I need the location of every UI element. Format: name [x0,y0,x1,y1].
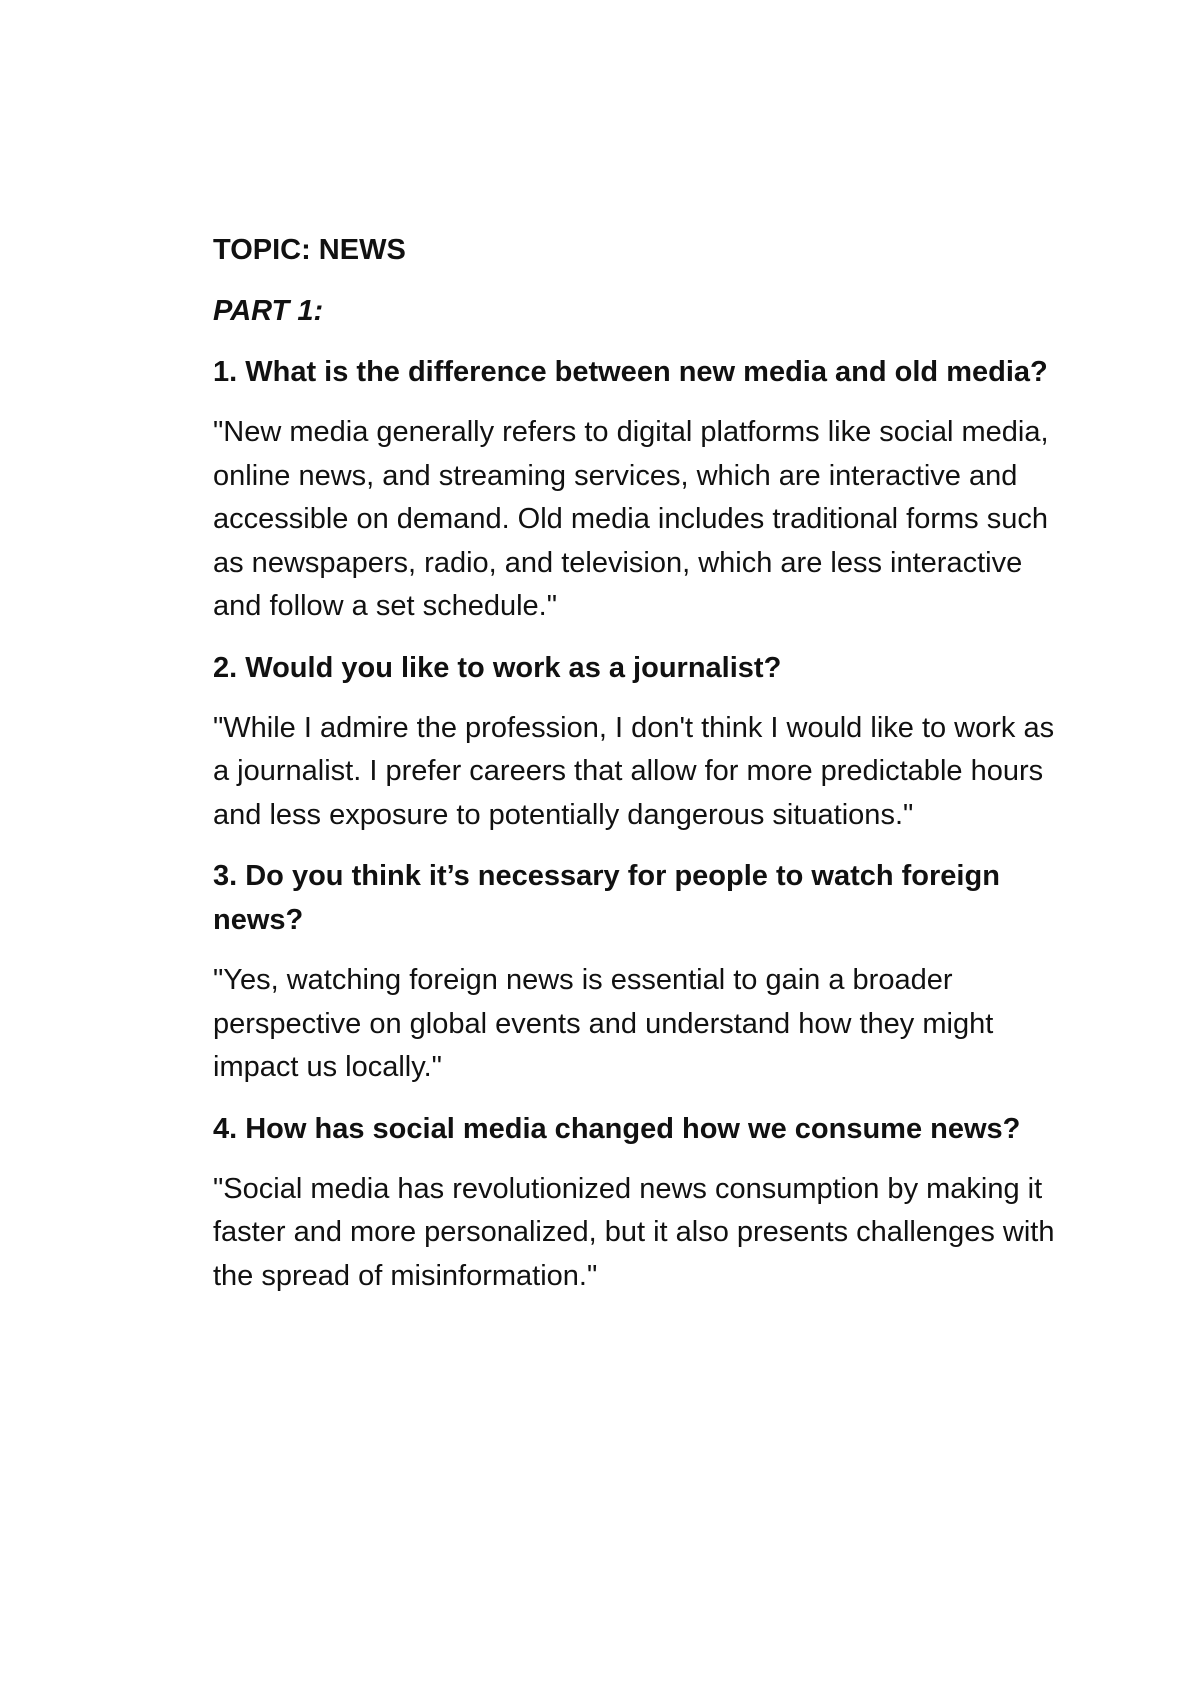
topic-heading: TOPIC: NEWS [213,234,406,266]
question-2: 2. Would you like to work as a journalist? [213,651,782,684]
question-3: 3. Do you think it’s necessary for people to watch foreign news? [213,860,1000,936]
answer-1: "New media generally refers to digital platforms like social media, online news, and streaming services, which are interactive and accessible on demand. Old media includes traditional forms such as newspapers, radio, and television, which are less interactive and follow a set schedule." [213,416,1049,622]
question-1: 1. What is the difference between new media and old media? [213,356,1048,388]
question-4: 4. How has social media changed how we consume news? [213,1112,1021,1145]
answer-4: "Social media has revolutionized news consumption by making it faster and more personalized, but it also presents challenges with the spread of misinformation." [213,1172,1055,1292]
answer-2: "While I admire the profession, I don't think I would like to work as a journalist. I prefer careers that allow for more predictable hours and less exposure to potentially dangerous situations." [213,711,1055,831]
document-page [213,228,1073,1315]
answer-3: "Yes, watching foreign news is essential to gain a broader perspective on global events and understand how they might impact us locally." [213,964,994,1083]
part-heading: PART 1: [213,295,324,327]
